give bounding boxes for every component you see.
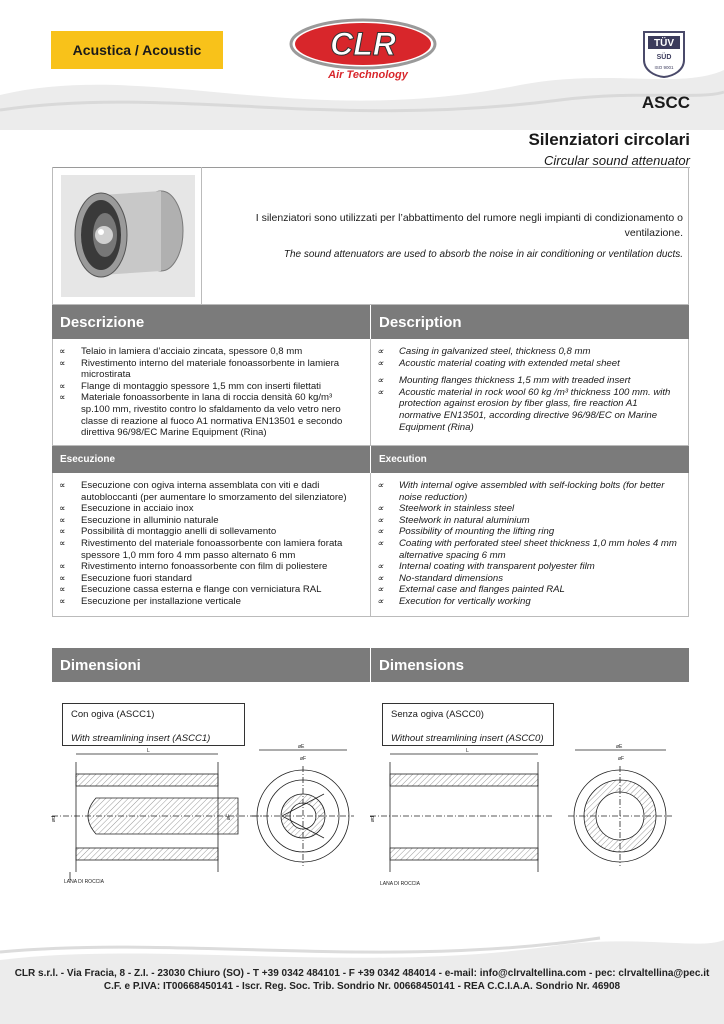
list-item: ∝ With internal ogive assembled with self-locking bolts (for better noise reduction) — [399, 480, 680, 503]
ascc0-front-view — [568, 744, 672, 866]
list-item: ∝ Execution for vertically working — [399, 596, 680, 608]
dim-F-side-label: øF — [226, 813, 232, 820]
list-item: ∝ Telaio in lamiera d’acciaio zincata, spessore 0,8 mm — [81, 346, 362, 358]
execution-heading-it: Esecuzione — [60, 454, 116, 465]
list-item: ∝ No-standard dimensions — [399, 573, 680, 585]
svg-text:ISO 9001: ISO 9001 — [654, 65, 674, 70]
intro-text-en: The sound attenuators are used to absorb the noise in air conditioning or ventilation ducts. — [283, 249, 683, 260]
list-item: ∝ Rivestimento del materiale fonoassorbente con lamiera forata spessore 1,0 mm foro 4 mm passo alternato 6 mm — [81, 538, 362, 561]
list-item: ∝ Esecuzione fuori standard — [81, 573, 362, 585]
dimensions-heading-en: Dimensions — [370, 648, 689, 682]
svg-text:TÜV: TÜV — [654, 38, 674, 49]
dim-d0-label: ød — [370, 816, 376, 822]
description-header — [52, 305, 689, 339]
description-list-it — [53, 339, 370, 445]
type1-label-en: With streamlining insert (ASCC1) — [71, 733, 211, 744]
execution-list-en — [370, 473, 688, 616]
description-columns — [52, 339, 689, 446]
execution-columns — [52, 473, 689, 617]
footer-address: CLR s.r.l. - Via Fracia, 8 - Z.I. - 23030 Chiuro (SO) - T +39 0342 484101 - F +39 0342 484014 - e-mail: info@clrvaltellina.com - pec: clrvaltellina@pec.it — [14, 968, 710, 979]
list-item: ∝ Steelwork in natural aluminium — [399, 515, 680, 527]
list-item: ∝ External case and flanges painted RAL — [399, 584, 680, 596]
clr-logo — [288, 18, 438, 84]
list-item: ∝ Coating with perforated steel sheet thickness 1,0 mm holes 4 mm alternative spacing 6 mm — [399, 538, 680, 561]
dimension-drawings — [52, 682, 689, 908]
category-badge — [51, 31, 223, 69]
material-note-0: LANA DI ROCCIA — [380, 881, 421, 887]
list-item: ∝ Mounting flanges thickness 1,5 mm with treaded insert — [399, 375, 680, 387]
dim-L-label: L — [147, 748, 150, 754]
dim-d-label: ød — [51, 816, 57, 822]
dimensions-heading-it: Dimensioni — [60, 656, 141, 674]
dim-L-label-0: L — [466, 748, 469, 754]
type1-label-it: Con ogiva (ASCC1) — [71, 709, 155, 720]
list-item: ∝ Esecuzione con ogiva interna assemblata con viti e dadi autobloccanti (per aumentare lo smorzamento del silenziatore) — [81, 480, 362, 503]
ascc0-side-view — [370, 748, 552, 872]
ascc1-side-view — [51, 748, 262, 880]
list-item: ∝ Acoustic material in rock wool 60 kg /m³ thickness 100 mm. with protection against erosion by fiber glass, fire reaction A1 normative EN13501, according directive 96/98/EC on Marine Equipment (Rina) — [399, 387, 680, 433]
dim-F-label-1: øF — [300, 756, 307, 762]
description-heading-it: Descrizione — [60, 313, 145, 331]
dim-E-label-1: øE — [298, 744, 305, 750]
dim-F-label-0: øF — [618, 756, 625, 762]
list-item: ∝ Possibility of mounting the lifting ring — [399, 526, 680, 538]
product-photo-cell — [53, 167, 202, 304]
dimensions-header — [52, 648, 689, 682]
list-item: ∝ Possibilità di montaggio anelli di sollevamento — [81, 526, 362, 538]
list-item: ∝ Casing in galvanized steel, thickness 0,8 mm — [399, 346, 680, 358]
description-list-en — [370, 339, 688, 445]
list-item: ∝ Esecuzione in alluminio naturale — [81, 515, 362, 527]
tuv-certification-icon — [640, 26, 688, 78]
execution-header — [52, 446, 689, 473]
intro-panel — [52, 167, 689, 305]
svg-text:SÜD: SÜD — [656, 54, 672, 61]
list-item: ∝ Flange di montaggio spessore 1,5 mm con inserti filettati — [81, 381, 362, 393]
product-photo — [61, 175, 195, 297]
ascc1-front-view — [252, 744, 354, 866]
svg-text:CLR: CLR — [330, 26, 396, 62]
description-heading-en: Description — [370, 305, 689, 339]
list-item: ∝ Rivestimento interno fonoassorbente con film di poliestere — [81, 561, 362, 573]
page-subtitle: Circular sound attenuator — [544, 153, 690, 168]
type0-label-en: Without streamlining insert (ASCC0) — [391, 733, 544, 744]
svg-text:Air Technology: Air Technology — [328, 69, 408, 81]
list-item: ∝ Materiale fonoassorbente in lana di roccia densità 60 kg/m³ sp.100 mm, rivestito contro lo sfaldamento da velo vetro nero classe di reazione al fuoco A1 normativa EN13501 e secondo direttiva 96/98/EC Marine Equipment (Rina) — [81, 392, 362, 438]
intro-text-it: I silenziatori sono utilizzati per l’abbattimento del rumore negli impianti di condizionamento o ventilazione. — [255, 212, 683, 239]
list-item: ∝ Esecuzione in acciaio inox — [81, 503, 362, 515]
list-item: ∝ Esecuzione per installazione verticale — [81, 596, 362, 608]
page-title: Silenziatori circolari — [528, 130, 690, 149]
product-code: ASCC — [641, 93, 690, 112]
execution-heading-en: Execution — [370, 446, 689, 473]
type0-label-it: Senza ogiva (ASCC0) — [391, 709, 484, 720]
list-item: ∝ Internal coating with transparent polyester film — [399, 561, 680, 573]
footer-registration: C.F. e P.IVA: IT00668450141 - Iscr. Reg. Soc. Trib. Sondrio Nr. 00668450141 - REA C.C.I.A.A. Sondrio Nr. 46908 — [103, 981, 621, 992]
category-label: Acustica / Acoustic — [72, 42, 202, 58]
list-item: ∝ Rivestimento interno del materiale fonoassorbente in lamiera microstirata — [81, 358, 362, 381]
execution-list-it — [53, 473, 370, 616]
list-item: ∝ Esecuzione cassa esterna e flange con verniciatura RAL — [81, 584, 362, 596]
dim-E-label-0: øE — [616, 744, 623, 750]
list-item: ∝ Steelwork in stainless steel — [399, 503, 680, 515]
list-item: ∝ Acoustic material coating with extended metal sheet — [399, 358, 680, 370]
material-note-1: LANA DI ROCCIA — [64, 879, 105, 885]
